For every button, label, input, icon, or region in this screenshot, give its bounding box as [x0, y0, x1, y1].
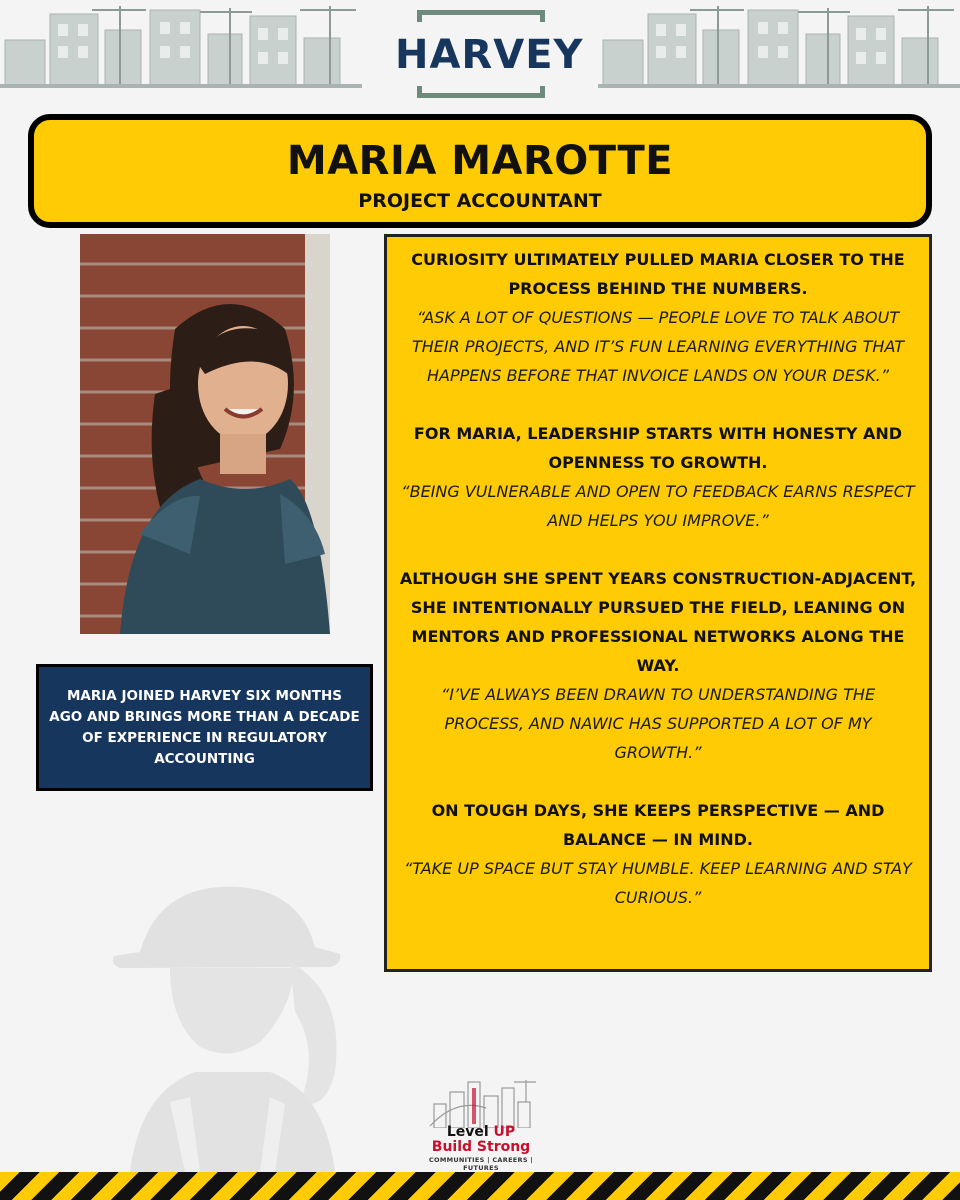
- story-lead: FOR MARIA, LEADERSHIP STARTS WITH HONESTY AND OPENNESS TO GROWTH.: [413, 424, 903, 472]
- employee-role: PROJECT ACCOUNTANT: [358, 190, 602, 212]
- construction-worker-silhouette-icon: [100, 872, 360, 1172]
- story-block: [399, 796, 917, 912]
- story-block: [399, 419, 917, 535]
- harvey-logo: [395, 6, 584, 102]
- story-block: [399, 245, 917, 390]
- intro-summary-text: MARIA JOINED HARVEY SIX MONTHS AGO AND BRINGS MORE THAN A DECADE OF EXPERIENCE IN REGULATORY ACCOUNTING: [49, 687, 360, 767]
- story-quote: “BEING VULNERABLE AND OPEN TO FEEDBACK EARNS RESPECT AND HELPS YOU IMPROVE.”: [401, 482, 915, 530]
- level-up-line: [416, 1124, 546, 1140]
- build-strong-line: Build Strong: [431, 1139, 531, 1155]
- level-up-build-strong-logo: [416, 1078, 546, 1170]
- logo-bracket-bottom: [417, 86, 545, 98]
- name-banner: [28, 114, 932, 228]
- intro-summary-box: [36, 664, 373, 791]
- level-word: Level: [446, 1124, 489, 1140]
- employee-photo: [80, 234, 330, 634]
- up-word: UP: [493, 1124, 516, 1140]
- story-lead: ON TOUGH DAYS, SHE KEEPS PERSPECTIVE — AND BALANCE — IN MIND.: [431, 801, 885, 849]
- story-lead: ALTHOUGH SHE SPENT YEARS CONSTRUCTION-ADJACENT, SHE INTENTIONALLY PURSUED THE FIELD, LEANING ON MENTORS AND PROFESSIONAL NETWORKS ALONG THE WAY.: [399, 569, 917, 675]
- skyline-right-graphic: [598, 0, 960, 88]
- skyline-left-graphic: [0, 0, 362, 88]
- tagline: COMMUNITIES | CAREERS | FUTURES: [428, 1156, 534, 1172]
- logo-wordmark: HARVEY: [395, 32, 584, 78]
- city-skyline-icon: [426, 1078, 538, 1128]
- story-quote: “ASK A LOT OF QUESTIONS — PEOPLE LOVE TO TALK ABOUT THEIR PROJECTS, AND IT’S FUN LEARNING EVERYTHING THAT HAPPENS BEFORE THAT INVOICE LANDS ON YOUR DESK.”: [411, 308, 905, 385]
- story-lead: CURIOSITY ULTIMATELY PULLED MARIA CLOSER TO THE PROCESS BEHIND THE NUMBERS.: [411, 250, 905, 298]
- story-quote: “TAKE UP SPACE BUT STAY HUMBLE. KEEP LEARNING AND STAY CURIOUS.”: [404, 859, 912, 907]
- hazard-stripe-border: [0, 1172, 960, 1200]
- story-quote: “I’VE ALWAYS BEEN DRAWN TO UNDERSTANDING THE PROCESS, AND NAWIC HAS SUPPORTED A LOT OF MY GROWTH.”: [440, 685, 876, 762]
- story-panel: [384, 234, 932, 972]
- story-block: [399, 564, 917, 767]
- logo-bracket-top: [417, 10, 545, 22]
- employee-name: MARIA MAROTTE: [286, 138, 674, 184]
